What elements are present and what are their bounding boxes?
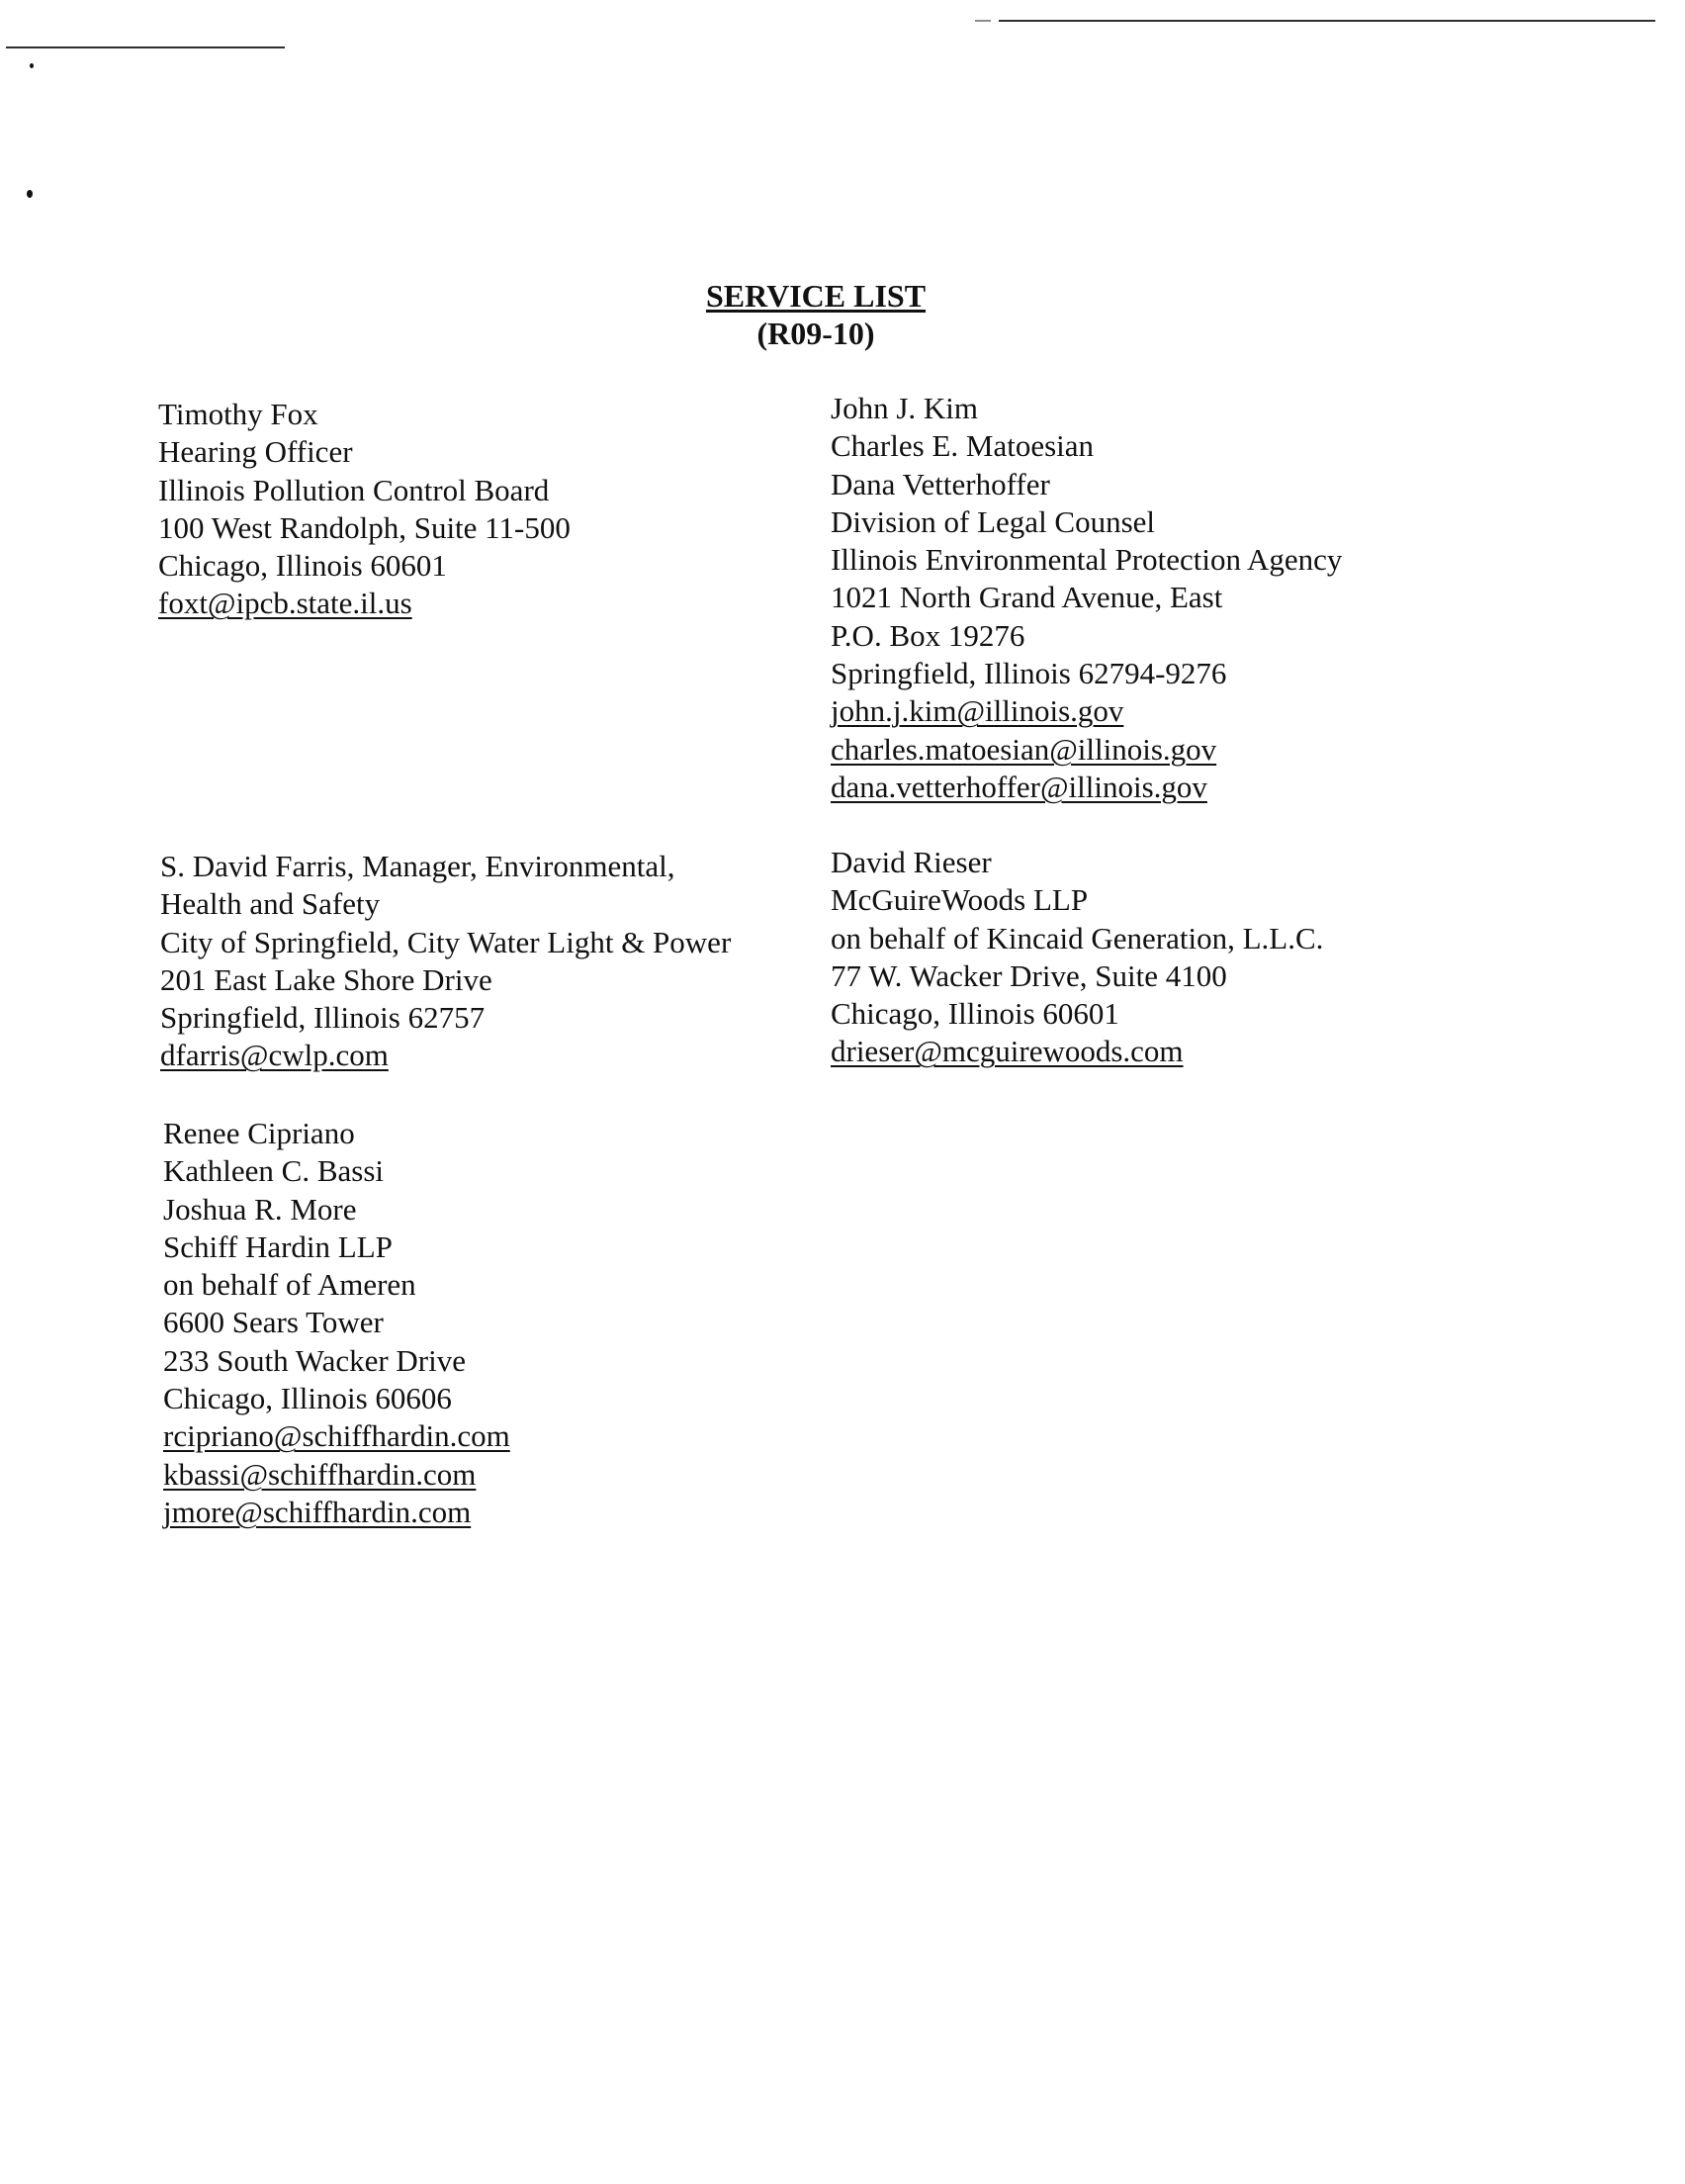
email-link[interactable]: jmore@schiffhardin.com	[163, 1494, 472, 1529]
contact-line: Charles E. Matoesian	[831, 428, 1095, 464]
contact-line: Kathleen C. Bassi	[163, 1153, 384, 1189]
scan-artifact-dot	[27, 190, 33, 198]
contact-line: Chicago, Illinois 60601	[831, 996, 1119, 1032]
scan-artifact-line-top-left	[6, 46, 285, 48]
email-link[interactable]: rcipriano@schiffhardin.com	[163, 1418, 510, 1454]
contact-line: 6600 Sears Tower	[163, 1305, 384, 1340]
scan-artifact-dash	[975, 20, 991, 22]
contact-line: 201 East Lake Shore Drive	[160, 961, 492, 997]
scan-artifact-dot	[30, 63, 34, 68]
contact-line: Renee Cipriano	[163, 1116, 355, 1150]
contact-line: 233 South Wacker Drive	[163, 1342, 467, 1378]
email-link[interactable]: foxt@ipcb.state.il.us	[158, 586, 412, 621]
contact-line: Joshua R. More	[163, 1191, 357, 1227]
email-link[interactable]: dana.vetterhoffer@illinois.gov	[831, 769, 1207, 804]
contact-line: 100 West Randolph, Suite 11-500	[158, 509, 571, 545]
contact-line: McGuireWoods LLP	[831, 882, 1089, 918]
contact-line: on behalf of Ameren	[163, 1267, 416, 1303]
contact-line: S. David Farris, Manager, Environmental,	[160, 849, 675, 883]
contact-line: Springfield, Illinois 62794-9276	[831, 656, 1227, 691]
contact-line: Chicago, Illinois 60601	[158, 548, 447, 584]
contact-line: City of Springfield, City Water Light & Power	[160, 924, 732, 959]
contact-block-schiff-hardin	[163, 1115, 510, 1531]
contact-block-rieser	[831, 844, 1323, 1071]
contact-line: Schiff Hardin LLP	[163, 1228, 393, 1264]
contact-line: John J. Kim	[831, 391, 978, 425]
contact-line: Chicago, Illinois 60606	[163, 1381, 452, 1416]
contact-line: Timothy Fox	[158, 397, 318, 431]
email-link[interactable]: drieser@mcguirewoods.com	[831, 1034, 1184, 1069]
contact-line: David Rieser	[831, 845, 992, 879]
contact-line: P.O. Box 19276	[831, 617, 1025, 653]
scan-artifact-line-top-right	[999, 20, 1655, 22]
contact-line: 77 W. Wacker Drive, Suite 4100	[831, 957, 1227, 993]
email-link[interactable]: kbassi@schiffhardin.com	[163, 1456, 477, 1492]
contact-line: Dana Vetterhoffer	[831, 466, 1050, 501]
contact-line: Illinois Environmental Protection Agency	[831, 542, 1343, 578]
contact-line: on behalf of Kincaid Generation, L.L.C.	[831, 920, 1324, 956]
contact-line: 1021 North Grand Avenue, East	[831, 580, 1223, 615]
contact-block-farris	[160, 848, 731, 1075]
email-link[interactable]: charles.matoesian@illinois.gov	[831, 731, 1217, 767]
contact-block-iepa	[831, 390, 1342, 806]
contact-line: Division of Legal Counsel	[831, 503, 1156, 539]
contact-line: Springfield, Illinois 62757	[160, 1000, 486, 1036]
contact-line: Health and Safety	[160, 886, 381, 922]
docket-number: (R09-10)	[756, 316, 875, 351]
contact-line: Illinois Pollution Control Board	[158, 472, 550, 507]
email-link[interactable]: john.j.kim@illinois.gov	[831, 693, 1124, 729]
page-header	[0, 277, 1632, 352]
contact-block-fox	[158, 396, 571, 623]
email-link[interactable]: dfarris@cwlp.com	[160, 1038, 389, 1073]
page-title: SERVICE LIST	[705, 278, 927, 314]
contact-line: Hearing Officer	[158, 434, 353, 470]
